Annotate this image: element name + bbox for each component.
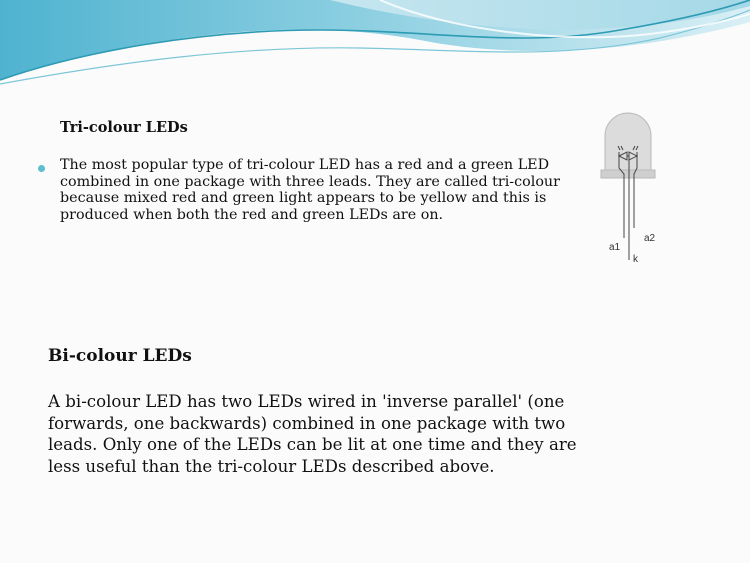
bullet-icon [38, 165, 45, 172]
tri-colour-heading: Tri-colour LEDs [60, 119, 188, 136]
lead-label-a2: a2 [644, 233, 656, 244]
header-wave-decoration [0, 0, 750, 90]
tri-colour-led-diagram [598, 108, 668, 268]
bi-colour-paragraph: A bi-colour LED has two LEDs wired in 'inverse parallel' (one forwards, one backwards) combined in one package with two leads. Only one of the LEDs can be lit at one time and they are less useful than the tri-colour LEDs described above. [48, 392, 577, 476]
tri-colour-paragraph: The most popular type of tri-colour LED has a red and a green LED combined in one package with three leads. They are called tri-colour because mixed red and green light appears to be yellow and this is produced when both the red and green LEDs are on. [60, 157, 560, 223]
lead-label-a1: a1 [609, 242, 621, 253]
lead-label-k: k [633, 254, 638, 265]
bi-colour-heading: Bi-colour LEDs [48, 346, 192, 366]
